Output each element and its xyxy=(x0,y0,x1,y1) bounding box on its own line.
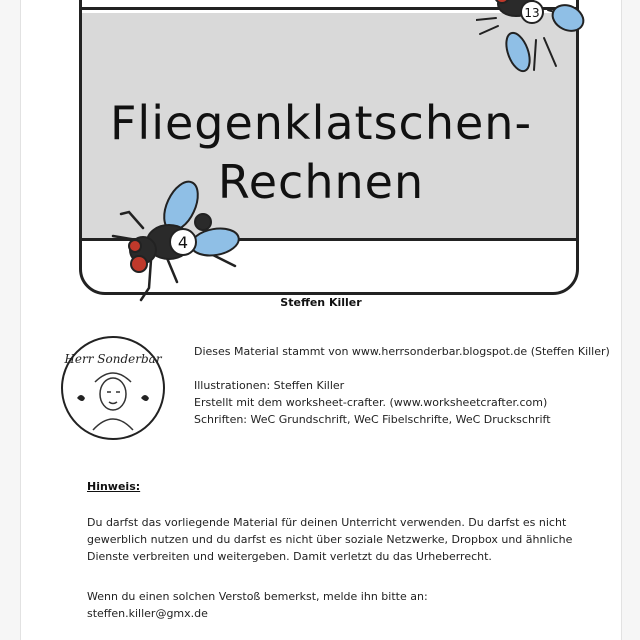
notice-paragraph xyxy=(87,514,627,565)
notice-line: Du darfst das vorliegende Material für deinen Unterricht verwenden. Du darfst es nicht xyxy=(87,516,567,529)
cover-title-line-1: Fliegenklatschen- xyxy=(109,96,533,150)
source-line: Dieses Material stammt von www.herrsonderbar.blogspot.de (Steffen Killer) xyxy=(194,345,610,358)
cover-author: Steffen Killer xyxy=(280,296,362,309)
notice-line: Dienste verbreiten und weitergeben. Damit verletzt du das Urheberrecht. xyxy=(87,550,492,563)
fly-illustration-top xyxy=(476,0,586,80)
notice-line: gewerblich nutzen und du darfst es nicht über soziale Netzwerke, Dropbox und ähnliche xyxy=(87,533,573,546)
logo-text: Herr Sonderbar xyxy=(64,352,162,366)
fly-illustration-left xyxy=(107,176,247,306)
author-logo-badge xyxy=(61,336,165,440)
report-block xyxy=(87,588,627,622)
fonts-line: Schriften: WeC Grundschrift, WeC Fibelschrifte, WeC Druckschrift xyxy=(194,413,551,426)
credits-block xyxy=(194,377,551,428)
fly-left-number: 4 xyxy=(177,233,189,252)
portrait-icon xyxy=(61,336,165,440)
worksheet-page xyxy=(20,0,622,640)
contact-email: steffen.killer@gmx.de xyxy=(87,607,208,620)
created-with-line: Erstellt mit dem worksheet-crafter. (www.worksheetcrafter.com) xyxy=(194,396,548,409)
report-line: Wenn du einen solchen Verstoß bemerkst, melde ihn bitte an: xyxy=(87,590,428,603)
bird-icon-left xyxy=(77,395,85,401)
bird-icon-right xyxy=(141,395,149,401)
cover-title-line-2: Rechnen xyxy=(217,155,425,209)
fly-top-number: 13 xyxy=(524,6,540,20)
illustrations-line: Illustrationen: Steffen Killer xyxy=(194,379,345,392)
notice-heading: Hinweis: xyxy=(87,480,141,493)
